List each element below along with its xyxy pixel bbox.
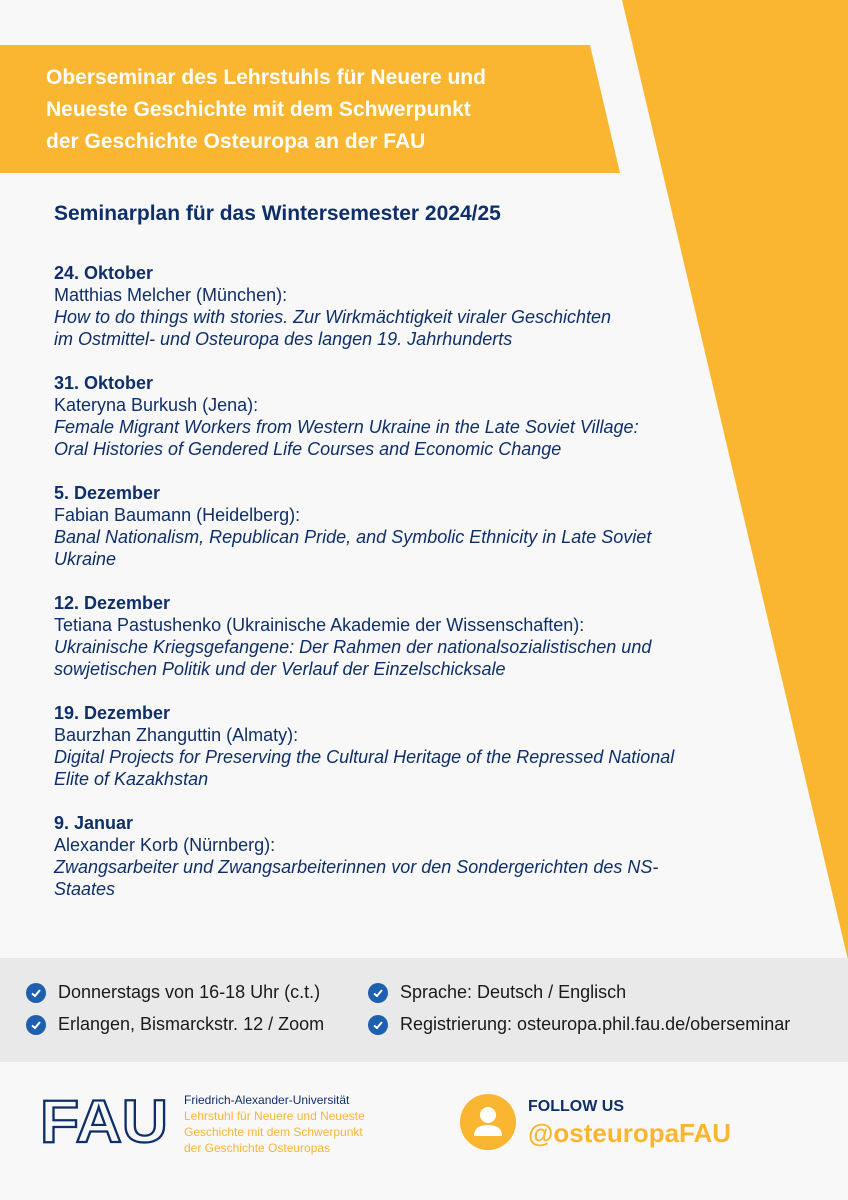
info-band xyxy=(0,958,848,1062)
chair-name-line: Geschichte mit dem Schwerpunkt xyxy=(184,1125,363,1139)
event-title-line: Elite of Kazakhstan xyxy=(54,769,209,789)
social-handle: @osteuropaFAU xyxy=(528,1118,732,1148)
event-title-line: im Ostmittel- und Osteuropa des langen 19. Jahrhunderts xyxy=(54,329,513,349)
event-list xyxy=(54,262,754,922)
header-title xyxy=(46,62,566,158)
fau-name-block xyxy=(184,1092,365,1156)
header-title-line: Neueste Geschichte mit dem Schwerpunkt xyxy=(46,98,471,121)
info-registration xyxy=(368,1014,790,1035)
event-date: 19. Dezember xyxy=(54,703,171,723)
event-item xyxy=(54,262,754,350)
event-title-line: Digital Projects for Preserving the Cultural Heritage of the Repressed National xyxy=(54,747,675,767)
info-language-text: Sprache: Deutsch / Englisch xyxy=(400,982,627,1002)
event-item xyxy=(54,592,754,680)
event-title-line: Staates xyxy=(54,879,116,899)
check-circle-icon xyxy=(26,983,46,1003)
fau-logo-text: FAU xyxy=(40,1094,168,1146)
info-time xyxy=(26,982,320,1003)
event-title-line: How to do things with stories. Zur Wirkmächtigkeit viraler Geschichten xyxy=(54,307,612,327)
header-title-line: der Geschichte Osteuropa an der FAU xyxy=(46,130,426,153)
fau-logo xyxy=(40,1094,170,1146)
university-name: Friedrich-Alexander-Universität xyxy=(184,1093,350,1107)
check-circle-icon xyxy=(368,1015,388,1035)
event-item xyxy=(54,372,754,460)
event-date: 31. Oktober xyxy=(54,373,154,393)
info-language xyxy=(368,982,626,1003)
info-place-text: Erlangen, Bismarckstr. 12 / Zoom xyxy=(58,1014,325,1034)
seminar-plan-title: Seminarplan für das Wintersemester 2024/25 xyxy=(54,202,501,225)
user-avatar-icon xyxy=(460,1094,516,1150)
event-title-line: Ukraine xyxy=(54,549,117,569)
chair-name-line: Lehrstuhl für Neuere und Neueste xyxy=(184,1109,365,1123)
event-speaker: Matthias Melcher (München): xyxy=(54,285,288,305)
event-speaker: Alexander Korb (Nürnberg): xyxy=(54,835,276,855)
info-place xyxy=(26,1014,324,1035)
event-speaker: Tetiana Pastushenko (Ukrainische Akademie der Wissenschaften): xyxy=(54,615,585,635)
event-title-line: Female Migrant Workers from Western Ukraine in the Late Soviet Village: xyxy=(54,417,639,437)
info-time-text: Donnerstags von 16-18 Uhr (c.t.) xyxy=(58,982,321,1002)
event-item xyxy=(54,482,754,570)
event-speaker: Kateryna Burkush (Jena): xyxy=(54,395,259,415)
check-circle-icon xyxy=(368,983,388,1003)
check-circle-icon xyxy=(26,1015,46,1035)
footer xyxy=(0,1062,848,1200)
event-item xyxy=(54,812,754,900)
event-date: 12. Dezember xyxy=(54,593,171,613)
event-date: 5. Dezember xyxy=(54,483,161,503)
event-title-line: Oral Histories of Gendered Life Courses and Economic Change xyxy=(54,439,562,459)
event-title-line: Ukrainische Kriegsgefangene: Der Rahmen der nationalsozialistischen und xyxy=(54,637,652,657)
event-title-line: Banal Nationalism, Republican Pride, and Symbolic Ethnicity in Late Soviet xyxy=(54,527,652,547)
event-speaker: Fabian Baumann (Heidelberg): xyxy=(54,505,301,525)
event-title-line: Zwangsarbeiter und Zwangsarbeiterinnen vor den Sondergerichten des NS- xyxy=(54,857,659,877)
event-date: 24. Oktober xyxy=(54,263,154,283)
chair-name-line: der Geschichte Osteuropas xyxy=(184,1141,331,1155)
event-title-line: sowjetischen Politik und der Verlauf der Einzelschicksale xyxy=(54,659,506,679)
header-title-line: Oberseminar des Lehrstuhls für Neuere und xyxy=(46,66,486,89)
event-date: 9. Januar xyxy=(54,813,134,833)
event-item xyxy=(54,702,754,790)
event-speaker: Baurzhan Zhanguttin (Almaty): xyxy=(54,725,299,745)
follow-us-label: FOLLOW US xyxy=(528,1098,624,1115)
info-registration-text: Registrierung: osteuropa.phil.fau.de/oberseminar xyxy=(400,1014,791,1034)
